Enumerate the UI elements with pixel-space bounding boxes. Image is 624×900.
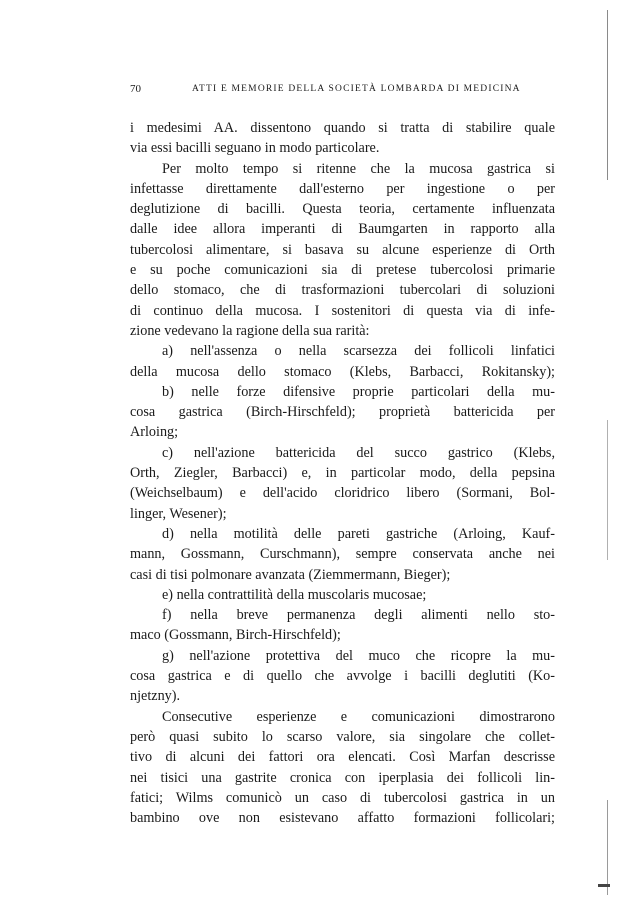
text-line: maco (Gossmann, Birch-Hirschfeld); — [130, 627, 341, 644]
text-line: (Weichselbaum) e dell'acido cloridrico libero (Sormani, Bol- — [130, 485, 555, 502]
running-header — [130, 83, 550, 97]
text-line: deglutizione di bacilli. Questa teoria, certamente influenzata — [130, 201, 555, 218]
text-line: della mucosa dello stomaco (Klebs, Barbacci, Rokitansky); — [130, 363, 555, 380]
text-line: tivo di alcuni dei fattori ora elencati. Così Marfan descrisse — [130, 749, 555, 766]
text-line: Arloing; — [130, 424, 179, 441]
page-number: 70 — [130, 83, 141, 95]
text-line: Per molto tempo si ritenne che la mucosa gastrica si — [162, 160, 555, 177]
text-line: zione vedevano la ragione della sua rarità: — [130, 322, 370, 339]
text-line: linger, Wesener); — [130, 505, 227, 522]
list-item-e: e) nella contrattilità della muscolaris mucosae; — [162, 586, 427, 603]
list-item-c: c) nell'azione battericida del succo gastrico (Klebs, — [162, 444, 555, 461]
text-line: nei tisici una gastrite cronica con iperplasia dei follicoli lin- — [130, 769, 555, 786]
text-line: cosa gastrica e di quello che avvolge i bacilli deglutiti (Ko- — [130, 668, 555, 685]
text-line: infettasse direttamente dall'esterno per ingestione o per — [130, 180, 555, 197]
running-title: ATTI E MEMORIE DELLA SOCIETÀ LOMBARDA DI MEDICINA — [192, 84, 521, 94]
text-line: cosa gastrica (Birch-Hirschfeld); proprietà battericida per — [130, 404, 555, 421]
scan-edge-mark — [598, 884, 610, 887]
text-line: Consecutive esperienze e comunicazioni dimostrarono — [162, 708, 555, 725]
text-line: dello stomaco, che di trasformazioni tubercolari di soluzioni — [130, 282, 555, 299]
list-item-a: a) nell'assenza o nella scarsezza dei follicoli linfatici — [162, 343, 555, 360]
list-item-d: d) nella motilità delle pareti gastriche (Arloing, Kauf- — [162, 525, 555, 542]
scan-edge-line-top — [607, 10, 608, 180]
text-line: bambino ove non esistevano affatto formazioni follicolari; — [130, 810, 555, 827]
text-line: e su poche comunicazioni sia di pretese tubercolosi primarie — [130, 262, 555, 279]
text-line: mann, Gossmann, Curschmann), sempre conservata anche nei — [130, 546, 555, 563]
text-line: casi di tisi polmonare avanzata (Ziemmermann, Bieger); — [130, 566, 451, 583]
text-line: tubercolosi alimentare, si basava su alcune esperienze di Orth — [130, 241, 555, 258]
text-line: Orth, Ziegler, Barbacci) e, in particolar modo, della pepsina — [130, 465, 555, 482]
text-line: però quasi subito lo scarso valore, sia singolare che collet- — [130, 728, 555, 745]
text-line: i medesimi AA. dissentono quando si tratta di stabilire quale — [130, 120, 555, 136]
body-text — [130, 118, 555, 828]
text-line: via essi bacilli seguano in modo particolare. — [130, 140, 380, 157]
list-item-g: g) nell'azione protettiva del muco che ricopre la mu- — [162, 647, 555, 664]
text-line: dalle idee allora imperanti di Baumgarten in rapporto alla — [130, 221, 555, 238]
list-item-f: f) nella breve permanenza degli alimenti nello sto- — [162, 607, 555, 624]
scan-edge-line-middle — [607, 420, 608, 560]
scan-edge-line-bottom — [607, 800, 608, 895]
text-line: fatici; Wilms comunicò un caso di tubercolosi gastrica in un — [130, 789, 555, 806]
text-line: njetzny). — [130, 688, 181, 705]
list-item-b: b) nelle forze difensive proprie particolari della mu- — [162, 383, 555, 400]
text-line: di continuo della mucosa. I sostenitori di questa via di infe- — [130, 302, 555, 319]
